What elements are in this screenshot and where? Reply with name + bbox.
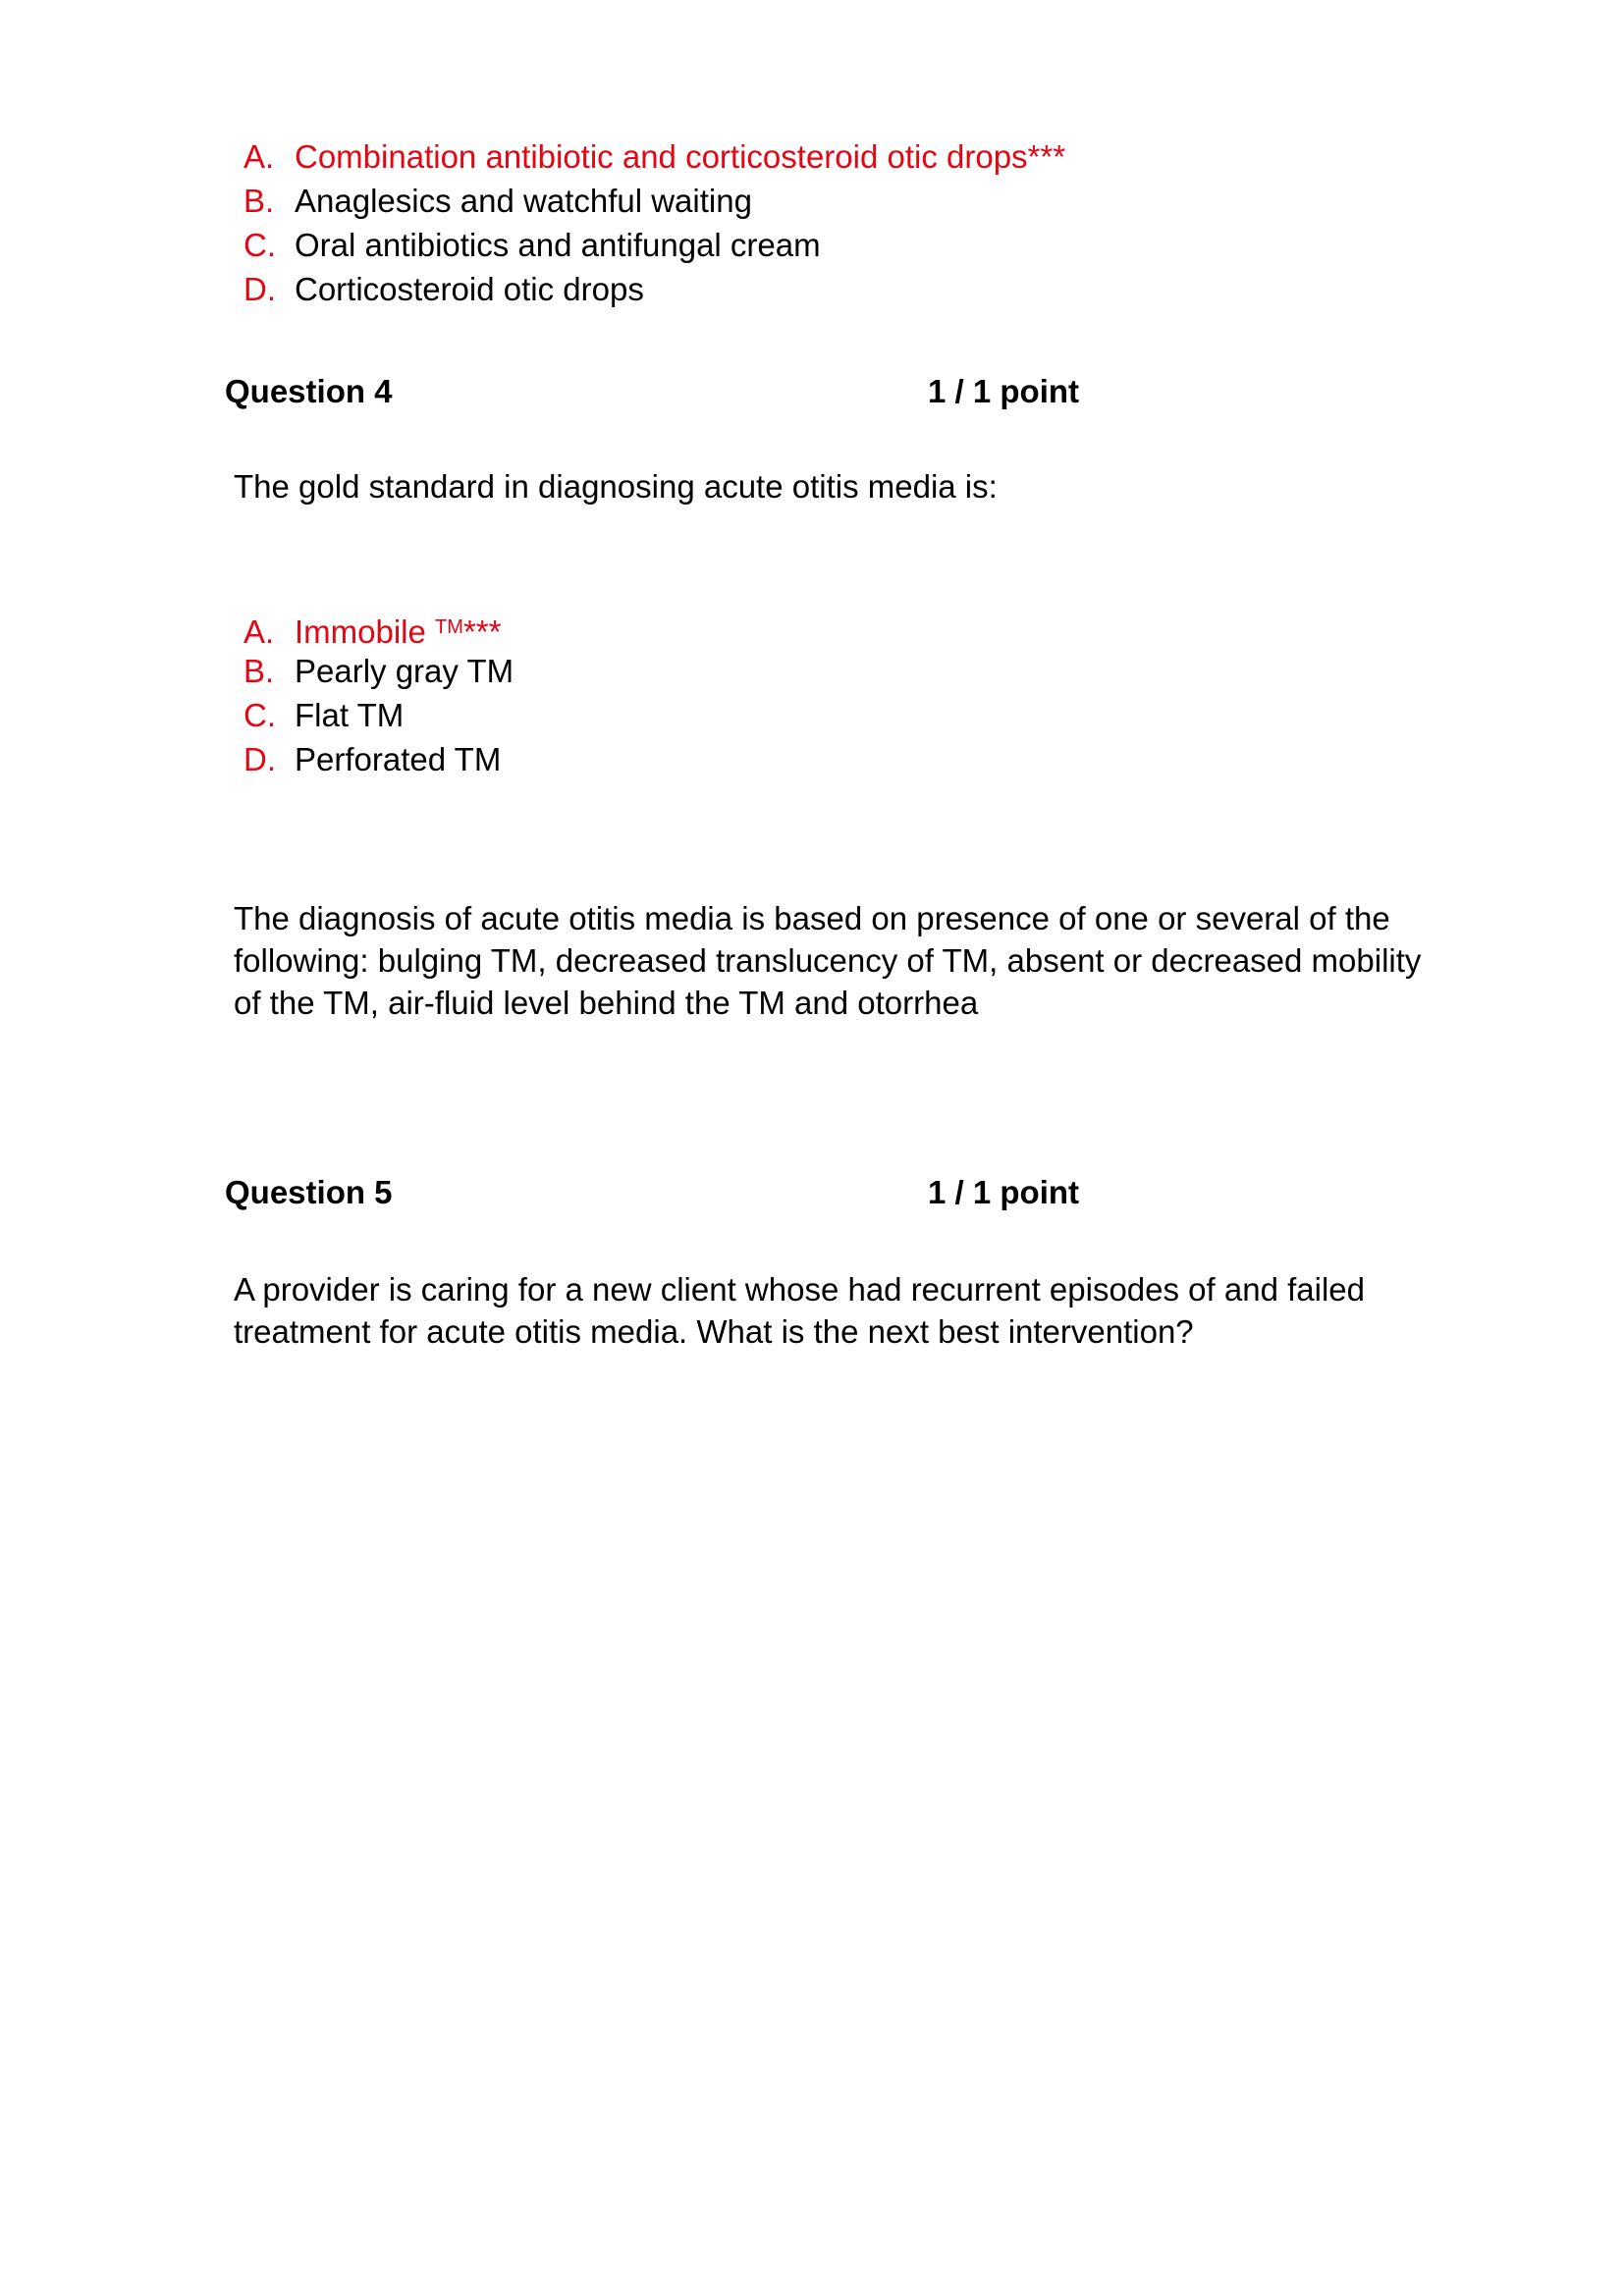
question-5-prompt xyxy=(234,1268,1365,1353)
option-text: Immobile ™*** xyxy=(295,614,502,650)
option-text: Perforated TM xyxy=(295,741,502,777)
question-5-title: Question 5 xyxy=(225,1174,393,1210)
option-text: Pearly gray TM xyxy=(295,653,514,689)
question-4-title: Question 4 xyxy=(225,373,393,409)
option-text: Oral antibiotics and antifungal cream xyxy=(295,227,821,263)
option-text: Corticosteroid otic drops xyxy=(295,271,644,307)
option-letter: B. xyxy=(244,183,275,219)
explanation-line: following: bulging TM, decreased translucency of TM, absent or decreased mobility xyxy=(234,942,1422,979)
option-c[interactable] xyxy=(244,696,404,735)
option-letter: D. xyxy=(244,741,276,777)
option-d[interactable] xyxy=(244,270,644,309)
option-c[interactable] xyxy=(244,226,821,265)
option-text: Combination antibiotic and corticosteroid otic drops*** xyxy=(295,138,1066,175)
explanation-line: of the TM, air-fluid level behind the TM and otorrhea xyxy=(234,985,979,1021)
option-b[interactable] xyxy=(244,652,514,691)
option-a[interactable] xyxy=(244,608,501,652)
option-b[interactable] xyxy=(244,182,752,221)
prompt-line: treatment for acute otitis media. What is the next best intervention? xyxy=(234,1313,1194,1350)
option-text: Flat TM xyxy=(295,697,405,733)
option-letter: C. xyxy=(244,227,276,263)
tm-superscript: TM xyxy=(435,616,463,638)
option-letter: C. xyxy=(244,697,276,733)
option-letter: B. xyxy=(244,653,275,689)
option-letter: A. xyxy=(244,614,275,650)
question-4-explanation xyxy=(234,897,1421,1024)
question-4-prompt: The gold standard in diagnosing acute otitis media is: xyxy=(234,468,998,505)
prompt-line: A provider is caring for a new client whose had recurrent episodes of and failed xyxy=(234,1271,1365,1308)
question-5-score: 1 / 1 point xyxy=(928,1174,1080,1210)
option-d[interactable] xyxy=(244,740,501,779)
option-text: Anaglesics and watchful waiting xyxy=(295,183,752,219)
question-4-score: 1 / 1 point xyxy=(928,373,1080,409)
explanation-line: The diagnosis of acute otitis media is based on presence of one or several of the xyxy=(234,900,1390,936)
option-letter: D. xyxy=(244,271,276,307)
option-letter: A. xyxy=(244,138,275,175)
option-a[interactable] xyxy=(244,137,1065,177)
